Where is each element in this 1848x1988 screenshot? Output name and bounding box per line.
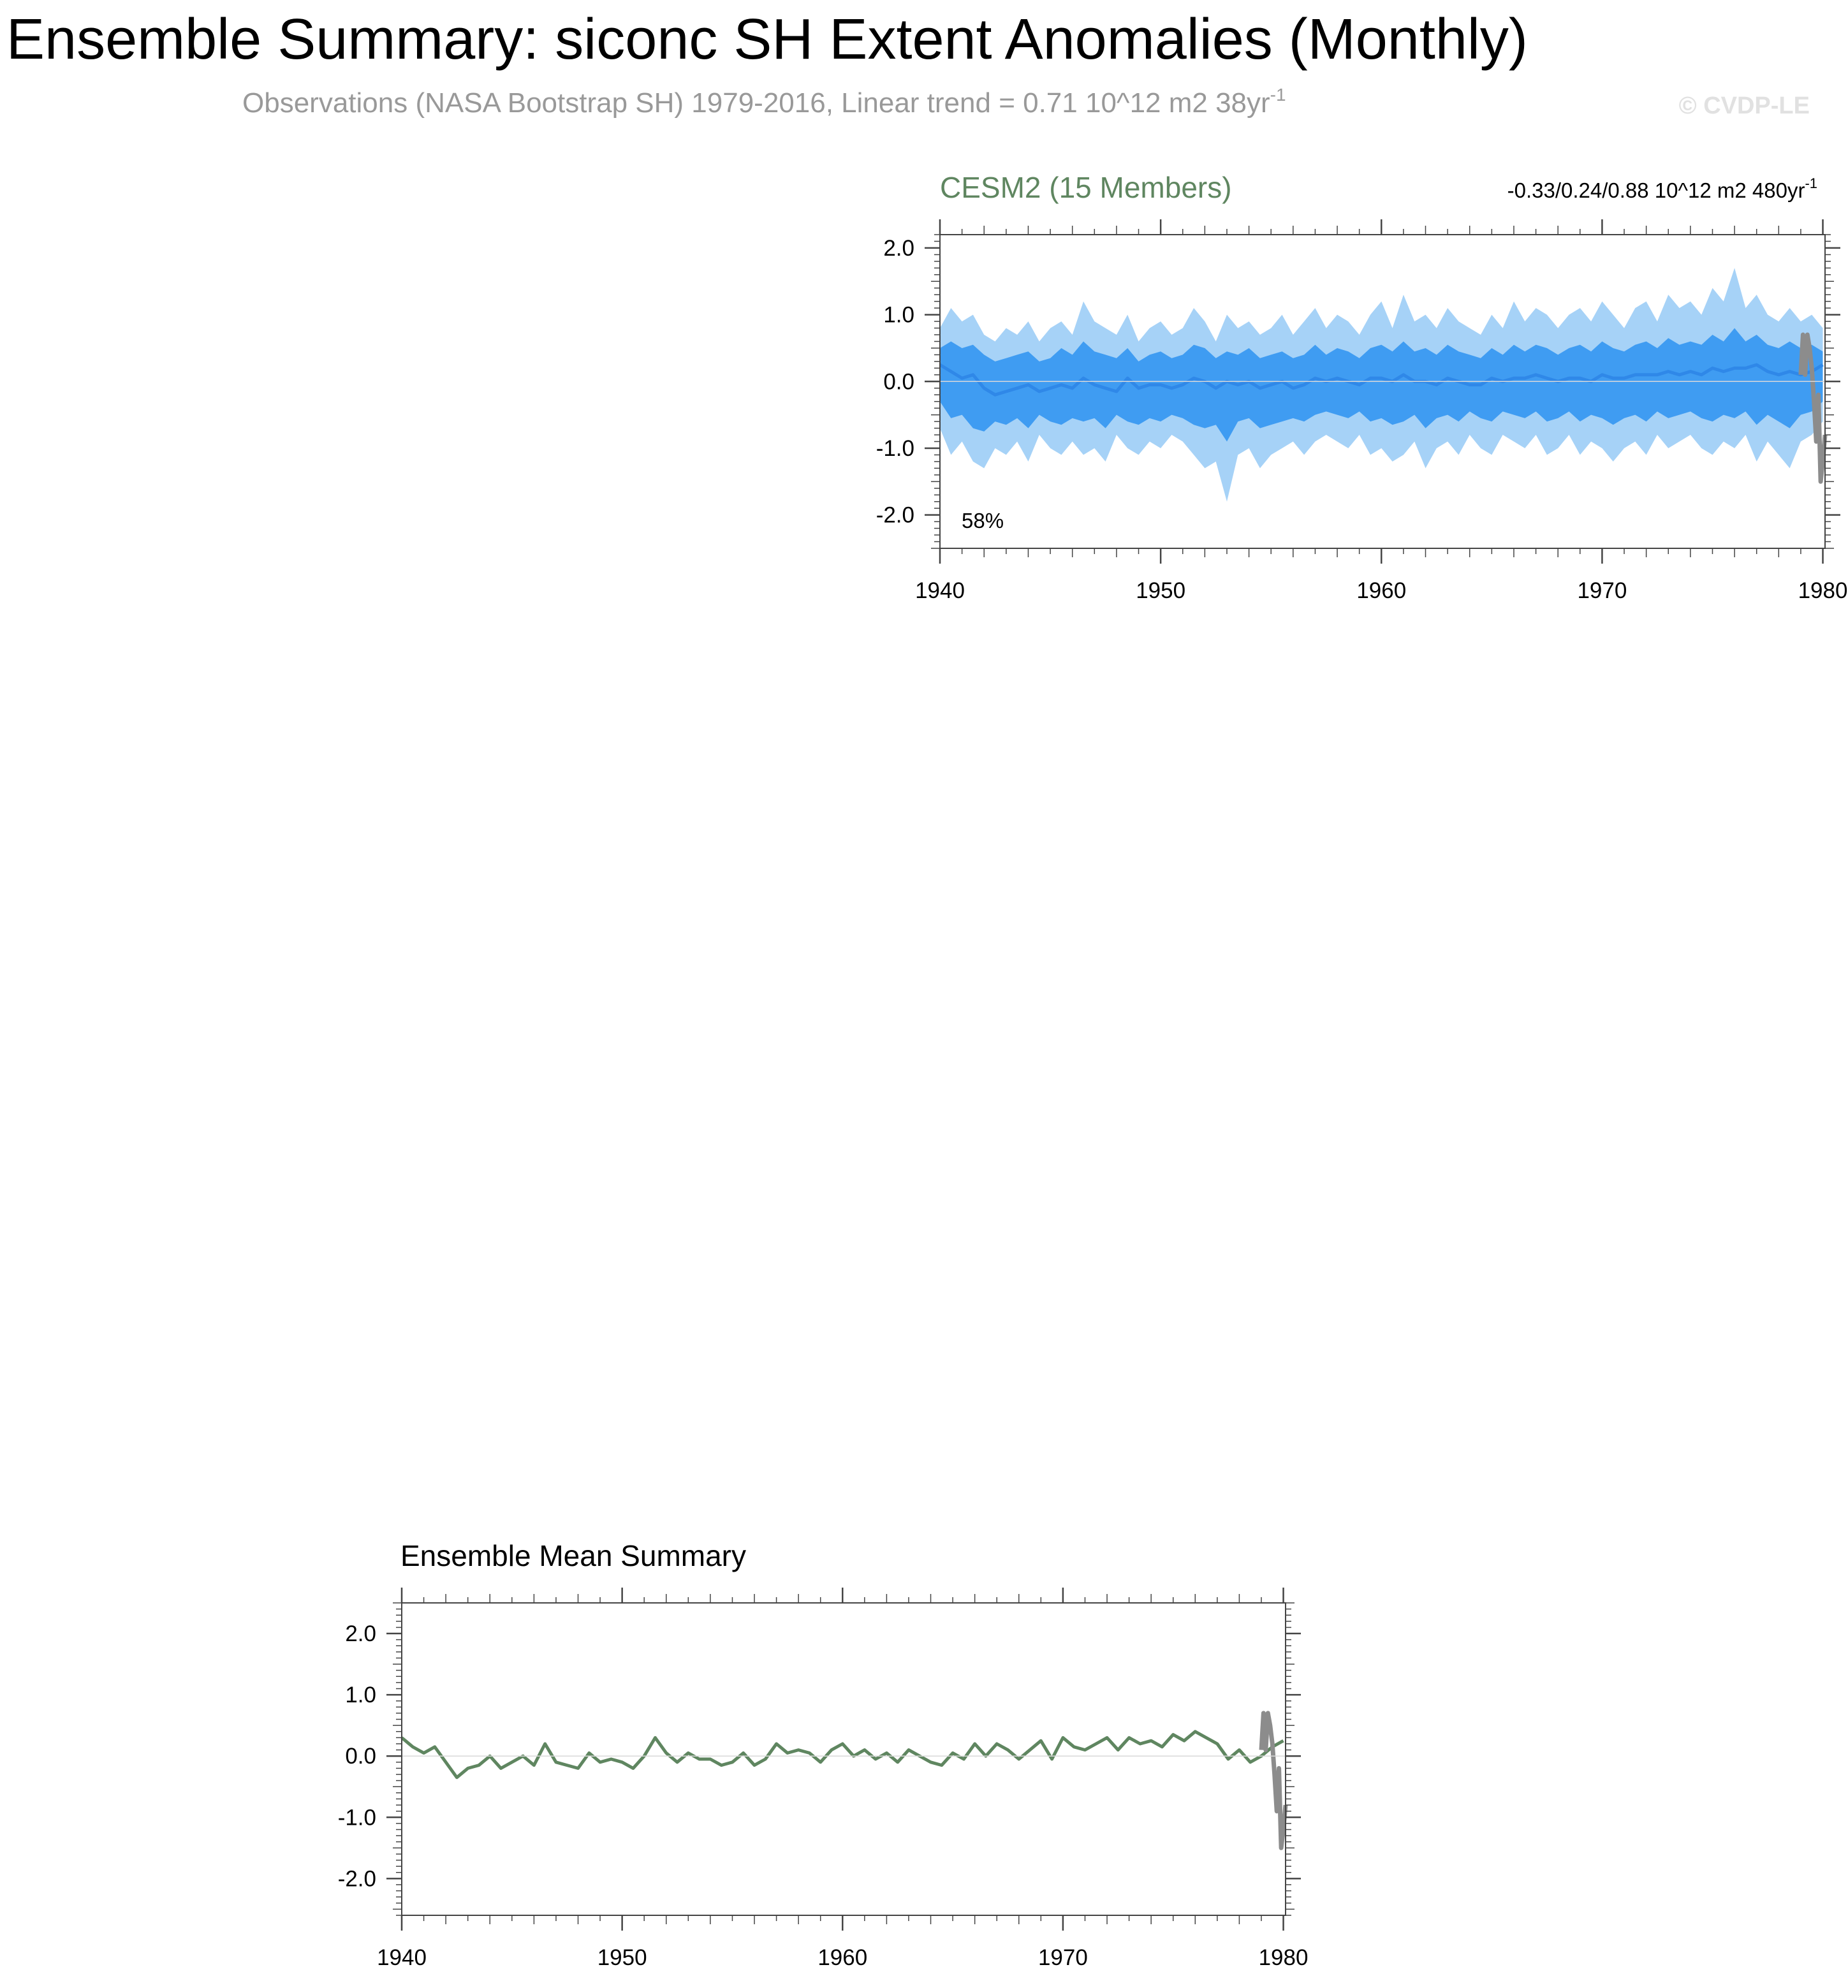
- model-ensemble-panel: [876, 171, 1848, 603]
- y-tick-label: 2.0: [345, 1621, 376, 1647]
- y-tick-label: 2.0: [883, 235, 914, 261]
- x-tick-label: 1940: [377, 1945, 427, 1970]
- y-tick-label: -1.0: [876, 435, 914, 461]
- trend-label: [1507, 175, 1817, 202]
- page-subtitle-main: Observations (NASA Bootstrap SH) 1979-2016, Linear trend = 0.71 10^12 m2 38yr: [242, 87, 1270, 119]
- x-tick-label: 1940: [915, 578, 965, 603]
- page-title: Ensemble Summary: siconc SH Extent Anomalies (Monthly): [6, 8, 1528, 71]
- plot-series: [402, 1713, 1286, 1848]
- x-axis: [377, 1588, 1308, 1970]
- x-tick-label: 1980: [1258, 1945, 1309, 1970]
- ensemble-mean-panel: [338, 1539, 1309, 1970]
- trend-label-main: -0.33/0.24/0.88 10^12 m2 480yr: [1507, 179, 1805, 202]
- y-tick-label: -2.0: [337, 1866, 376, 1892]
- x-tick-label: 1970: [1577, 578, 1627, 603]
- y-tick-label: 1.0: [345, 1683, 376, 1708]
- panel-title: Ensemble Mean Summary: [400, 1539, 746, 1572]
- ensemble-mean-line: [402, 1732, 1284, 1778]
- page-subtitle: [242, 85, 1286, 119]
- x-tick-label: 1970: [1038, 1945, 1088, 1970]
- panel-title: CESM2 (15 Members): [940, 171, 1232, 204]
- y-tick-label: 0.0: [345, 1744, 376, 1769]
- x-tick-label: 1960: [818, 1945, 868, 1970]
- y-axis: [338, 1603, 1301, 1915]
- plot-series: [940, 268, 1825, 501]
- y-tick-label: 1.0: [883, 302, 914, 328]
- plot-frame: [402, 1603, 1286, 1915]
- y-tick-label: -2.0: [876, 502, 914, 528]
- y-tick-label: 0.0: [883, 369, 914, 395]
- x-tick-label: 1980: [1798, 578, 1848, 603]
- observations-line: [1261, 1713, 1286, 1848]
- y-tick-label: -1.0: [337, 1805, 376, 1831]
- x-tick-label: 1950: [1136, 578, 1186, 603]
- x-tick-label: 1960: [1356, 578, 1407, 603]
- trend-label-exponent: -1: [1805, 175, 1817, 191]
- x-tick-label: 1950: [597, 1945, 647, 1970]
- page-subtitle-exponent: -1: [1270, 85, 1286, 105]
- watermark: © CVDP-LE: [1678, 92, 1810, 119]
- percent-annotation: 58%: [962, 509, 1004, 532]
